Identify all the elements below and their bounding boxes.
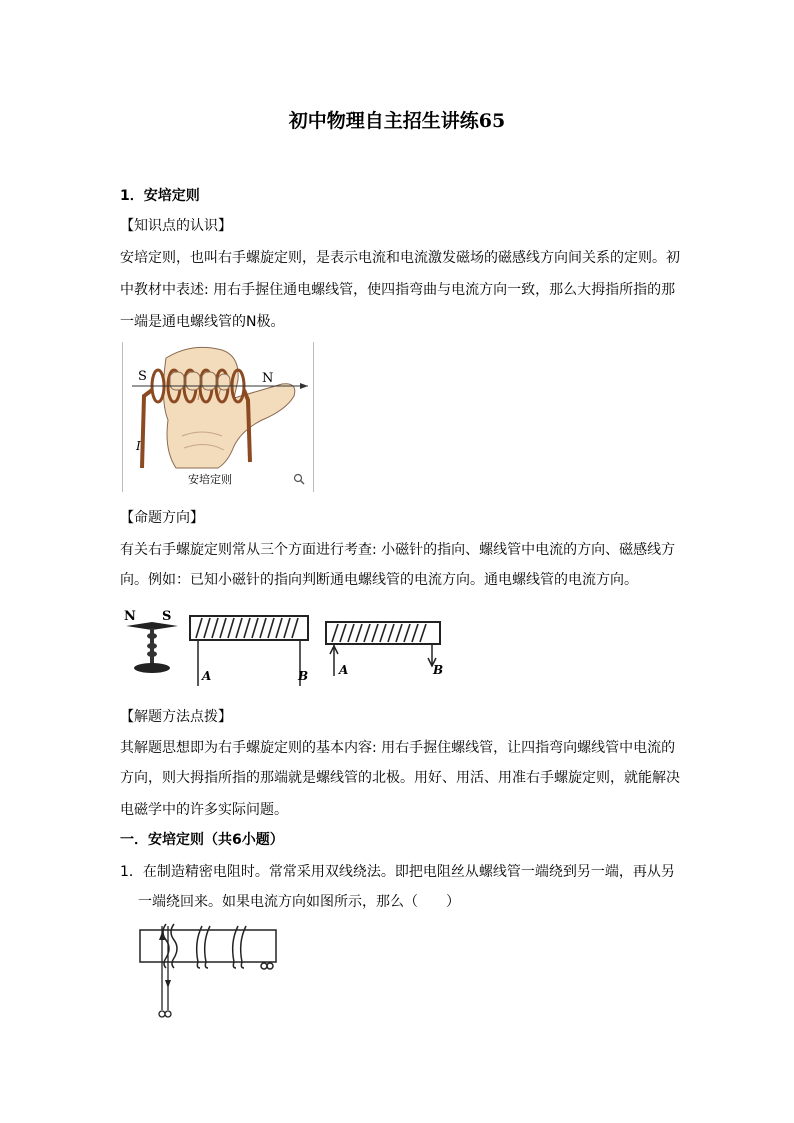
figure1-label-s: S xyxy=(138,369,147,384)
direction-line-2: 向。例如：已知小磁针的指向判断通电螺线管的电流方向。通电螺线管的电流方向。 xyxy=(120,572,638,588)
figure2-label-s: S xyxy=(162,609,172,624)
figure1-label-n: N xyxy=(262,371,274,386)
figure2-label-a2: A xyxy=(339,663,349,677)
right-hand-rule-figure xyxy=(122,340,314,492)
knowledge-label: 【知识点的认识】 xyxy=(120,218,232,234)
knowledge-line-2: 中教材中表述: 用右手握住通电螺线管，使四指弯曲与电流方向一致，那么大拇指所指的那 xyxy=(120,282,676,298)
section-heading: 1．安培定则 xyxy=(120,188,200,204)
question-1-line-2: 一端绕回来。如果电流方向如图所示，那么（ ） xyxy=(138,894,460,910)
figure2-label-n: N xyxy=(124,609,136,624)
question-1-line-1: 1．在制造精密电阻时。常常采用双线绕法。即把电阻丝从螺线管一端绕到另一端，再从另 xyxy=(120,864,675,880)
figure2-label-a1: A xyxy=(202,669,212,683)
exercise-heading: 一．安培定则（共6小题） xyxy=(120,832,284,848)
figure2-label-b1: B xyxy=(298,669,309,683)
method-line-3: 电磁学中的许多实际问题。 xyxy=(120,802,288,818)
page-title: 初中物理自主招生讲练65 xyxy=(288,110,506,132)
knowledge-line-3: 一端是通电螺线管的N极。 xyxy=(120,314,285,330)
method-line-2: 方向，则大拇指所指的那端就是螺线管的北极。用好、用活、用准右手螺旋定则，就能解决 xyxy=(120,770,680,786)
direction-label: 【命题方向】 xyxy=(120,510,204,526)
double-winding-figure xyxy=(136,922,282,1022)
knowledge-line-1: 安培定则，也叫右手螺旋定则，是表示电流和电流激发磁场的磁感线方向间关系的定则。初 xyxy=(120,250,680,266)
method-line-1: 其解题思想即为右手螺旋定则的基本内容: 用右手握住螺线管，让四指弯向螺线管中电流的 xyxy=(120,740,676,756)
figure1-caption: 安培定则 xyxy=(188,473,232,486)
figure2-label-b2: B xyxy=(433,663,444,677)
method-label: 【解题方法点拨】 xyxy=(120,709,232,725)
direction-line-1: 有关右手螺旋定则常从三个方面进行考查: 小磁针的指向、螺线管中电流的方向、磁感线方 xyxy=(120,542,676,558)
solenoid-figure xyxy=(120,602,452,692)
figure1-label-i: I xyxy=(136,439,141,453)
